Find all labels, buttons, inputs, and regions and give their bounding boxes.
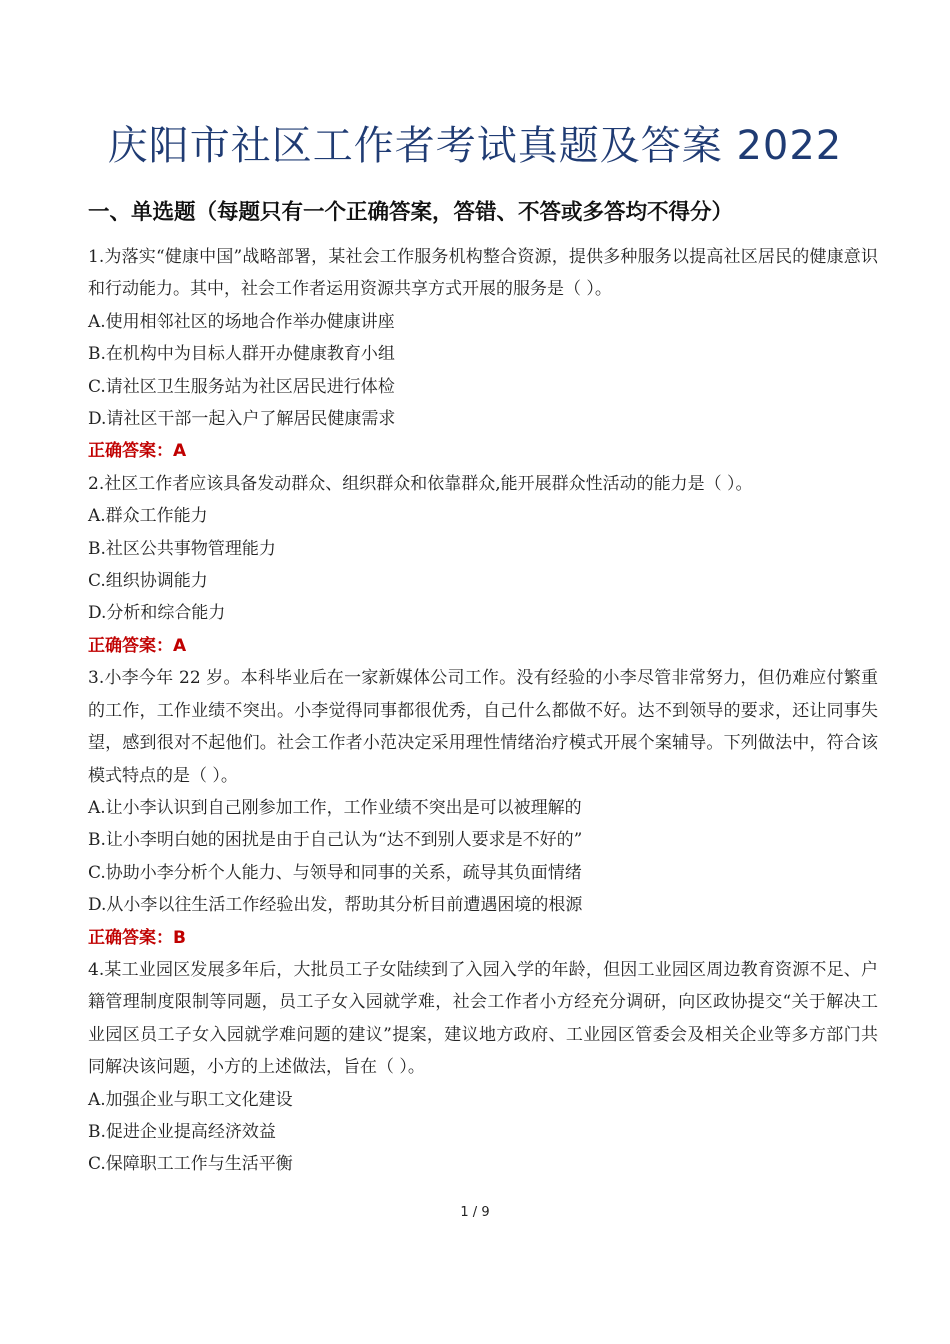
document-title: 庆阳市社区工作者考试真题及答案 2022 bbox=[107, 123, 843, 169]
question-option: C.保障职工工作与生活平衡 bbox=[88, 1154, 293, 1175]
question-option: B.在机构中为目标人群开办健康教育小组 bbox=[88, 344, 395, 365]
correct-answer: 正确答案：A bbox=[88, 635, 187, 656]
question-option: A.使用相邻社区的场地合作举办健康讲座 bbox=[88, 311, 395, 332]
question-item bbox=[88, 662, 878, 954]
question-option: B.社区公共事物管理能力 bbox=[88, 538, 276, 559]
question-list bbox=[88, 241, 878, 1181]
question-option: A.加强企业与职工文化建设 bbox=[88, 1089, 293, 1110]
question-option: C.请社区卫生服务站为社区居民进行体检 bbox=[88, 376, 395, 397]
question-option: D.请社区干部一起入户了解居民健康需求 bbox=[88, 409, 396, 430]
question-option: D.分析和综合能力 bbox=[88, 603, 226, 624]
question-item bbox=[88, 468, 878, 662]
correct-answer: 正确答案：B bbox=[88, 927, 186, 948]
question-option: B.让小李明白她的困扰是由于自己认为“达不到别人要求是不好的” bbox=[88, 830, 583, 851]
question-option: B.促进企业提高经济效益 bbox=[88, 1121, 276, 1142]
question-option: D.从小李以往生活工作经验出发，帮助其分析目前遭遇困境的根源 bbox=[88, 895, 583, 916]
question-stem: 1.为落实“健康中国”战略部署，某社会工作服务机构整合资源，提供多种服务以提高社区居民的健康意识和行动能力。其中，社会工作者运用资源共享方式开展的服务是（ ）。 bbox=[88, 247, 878, 300]
page-indicator: 1 / 9 bbox=[460, 1205, 490, 1220]
section-heading: 一、单选题（每题只有一个正确答案，答错、不答或多答均不得分） bbox=[88, 200, 734, 225]
question-stem: 3.小李今年 22 岁。本科毕业后在一家新媒体公司工作。没有经验的小李尽管非常努力，但仍难应付繁重的工作，工作业绩不突出。小李觉得同事都很优秀，自己什么都做不好。达不到领导的要求，还让同事失望，感到很对不起他们。社会工作者小范决定采用理性情绪治疗模式开展个案辅导。下列做法中，符合该模式特点的是（ ）。 bbox=[88, 668, 878, 786]
question-stem: 2.社区工作者应该具备发动群众、组织群众和依靠群众,能开展群众性活动的能力是（ ）。 bbox=[88, 473, 753, 494]
question-item bbox=[88, 954, 878, 1181]
question-stem: 4.某工业园区发展多年后，大批员工子女陆续到了入园入学的年龄，但因工业园区周边教育资源不足、户籍管理制度限制等同题，员工子女入园就学难，社会工作者小方经充分调研，向区政协提交“关于解决工业园区员工子女入园就学难问题的建议”提案，建议地方政府、工业园区管委会及相关企业等多方部门共同解决该问题，小方的上述做法，旨在（ ）。 bbox=[88, 959, 878, 1078]
question-item bbox=[88, 241, 878, 468]
question-option: C.协助小李分析个人能力、与领导和同事的关系，疏导其负面情绪 bbox=[88, 862, 582, 883]
question-option: A.群众工作能力 bbox=[88, 506, 208, 527]
question-option: C.组织协调能力 bbox=[88, 571, 208, 592]
question-option: A.让小李认识到自己刚参加工作，工作业绩不突出是可以被理解的 bbox=[88, 797, 582, 818]
correct-answer: 正确答案：A bbox=[88, 441, 187, 462]
